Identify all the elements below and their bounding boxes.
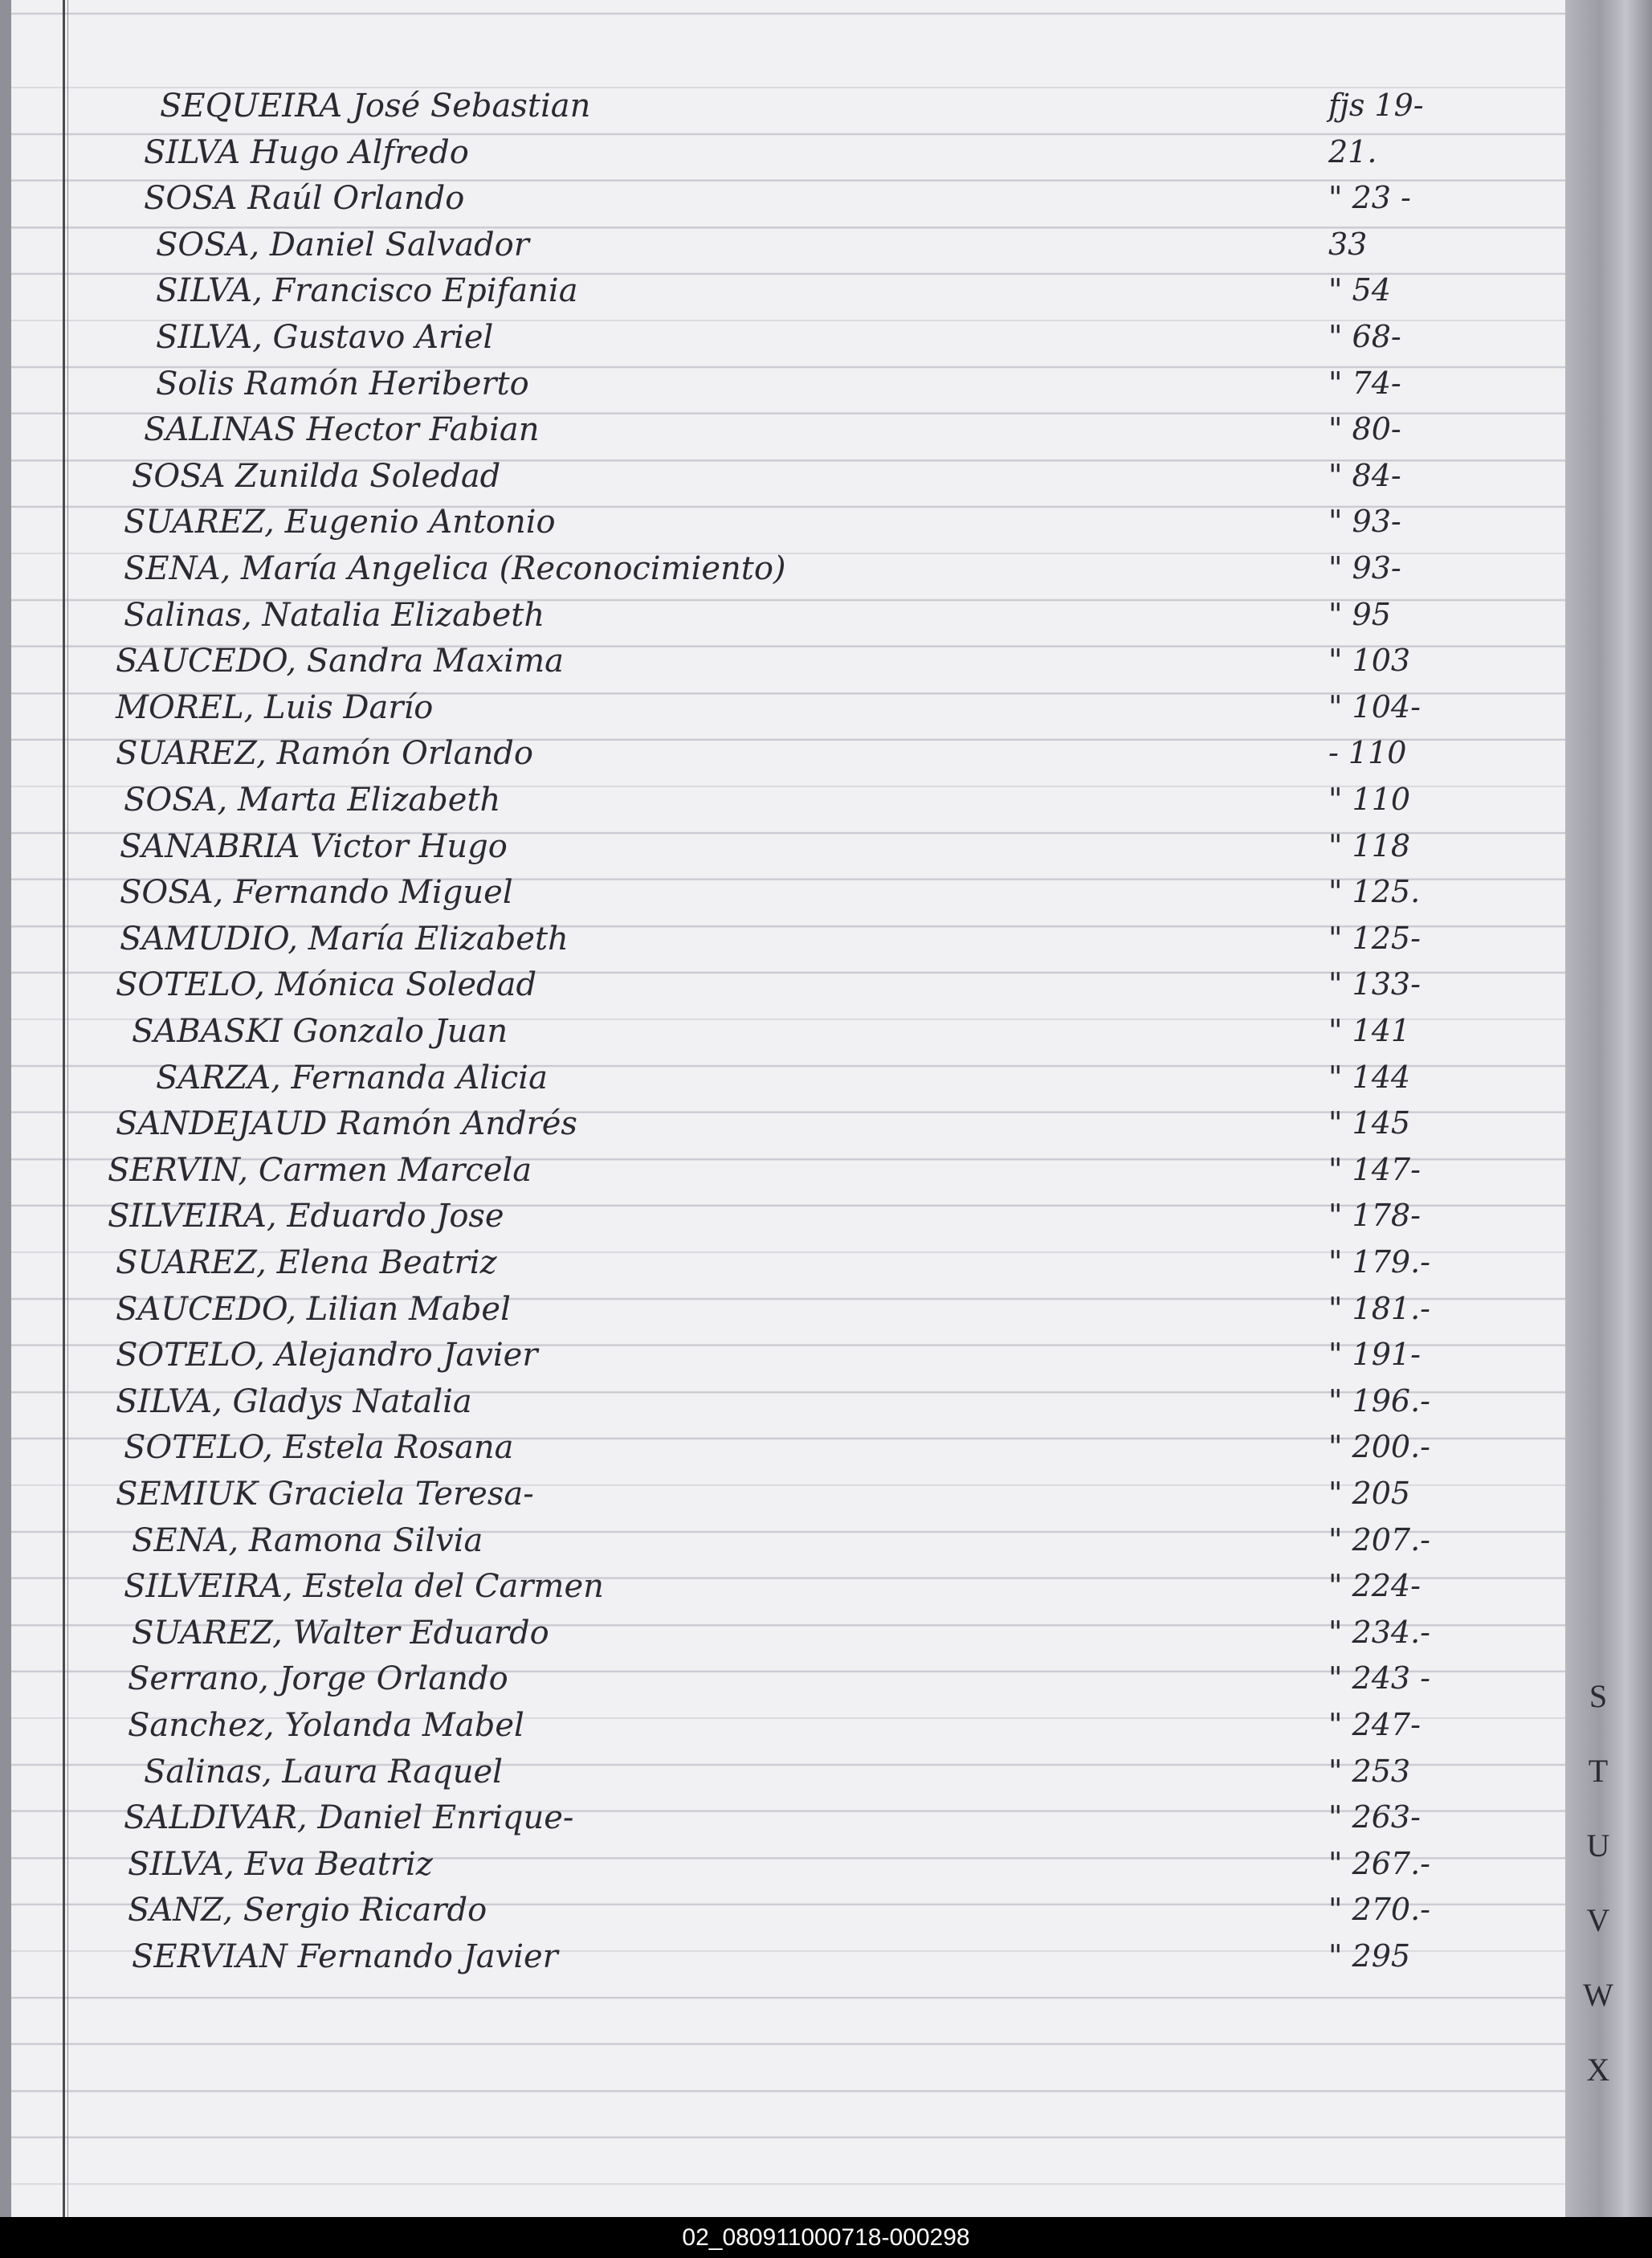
entry-folio: " 207.- [1328, 1521, 1431, 1558]
ledger-entry [11, 1472, 1565, 1517]
ledger-entry [11, 177, 1565, 222]
entry-folio: " 200.- [1328, 1429, 1431, 1465]
ledger-entry [11, 1565, 1565, 1610]
ledger-entry [11, 408, 1565, 453]
entry-name: Solis Ramón Heriberto [156, 365, 529, 402]
ledger-entry [11, 1380, 1565, 1425]
index-tab-v[interactable]: V [1586, 1902, 1610, 1938]
ledger-entry [11, 1657, 1565, 1702]
entry-name: SENA, María Angelica (Reconocimiento) [124, 550, 786, 587]
ledger-entry [11, 131, 1565, 176]
entry-name: SOSA, Marta Elizabeth [124, 782, 501, 819]
entry-folio: " 68- [1328, 319, 1401, 354]
ledger-entry [11, 1102, 1565, 1147]
entry-name: Salinas, Natalia Elizabeth [124, 596, 545, 634]
entry-name: SEQUEIRA José Sebastian [160, 88, 591, 125]
entry-name: SAUCEDO, Lilian Mabel [116, 1290, 511, 1328]
entry-name: SENA, Ramona Silvia [132, 1521, 483, 1559]
entry-name: SUAREZ, Ramón Orlando [116, 735, 533, 773]
entry-folio: " 103 [1328, 643, 1411, 679]
ledger-entry [11, 500, 1565, 545]
entry-folio: " 243 - [1328, 1660, 1431, 1697]
ledger-entry [11, 917, 1565, 962]
index-tab-s[interactable]: S [1589, 1678, 1608, 1714]
entry-name: SILVEIRA, Eduardo Jose [108, 1198, 504, 1235]
ledger-entry [11, 84, 1565, 129]
entry-folio: " 125- [1328, 920, 1421, 956]
entry-folio: " 133- [1328, 966, 1421, 1002]
entry-folio: " 270.- [1328, 1892, 1431, 1928]
ledger-entry [11, 1519, 1565, 1564]
ledger-entry [11, 871, 1565, 916]
entry-folio: " 125. [1328, 874, 1421, 910]
entry-folio: " 110 [1328, 782, 1411, 817]
entry-folio: 21. [1328, 133, 1377, 169]
entry-folio: " 147- [1328, 1151, 1421, 1187]
index-tab-t[interactable]: T [1588, 1753, 1609, 1789]
ledger-entry [11, 1935, 1565, 1980]
ledger-entry [11, 686, 1565, 731]
index-tab-w[interactable]: W [1583, 1977, 1613, 2013]
entry-name: SALDIVAR, Daniel Enrique- [124, 1799, 574, 1837]
entry-folio: " 191- [1328, 1337, 1421, 1373]
document-id-footer: 02_080911000718-000298 [0, 2217, 1652, 2258]
entry-name: SANDEJAUD Ramón Andrés [116, 1105, 577, 1143]
ledger-entry [11, 732, 1565, 777]
ledger-entry [11, 455, 1565, 500]
ledger-page [11, 0, 1565, 2217]
entry-folio: - 110 [1328, 735, 1407, 771]
ledger-entry [11, 639, 1565, 684]
ledger-entry [11, 1288, 1565, 1333]
entry-folio: " 141 [1328, 1013, 1411, 1048]
ledger-entry [11, 223, 1565, 268]
entry-name: SOSA, Fernando Miguel [120, 874, 513, 912]
alphabet-index-tabs [1570, 1659, 1626, 2107]
entry-name: SERVIN, Carmen Marcela [108, 1151, 532, 1189]
ledger-entry [11, 1241, 1565, 1286]
ledger-entry [11, 1843, 1565, 1888]
entry-name: SUAREZ, Eugenio Antonio [124, 504, 556, 541]
entry-folio: " 118 [1328, 827, 1411, 864]
entry-folio: " 144 [1328, 1059, 1411, 1095]
entry-name: SUAREZ, Walter Eduardo [132, 1614, 549, 1652]
entry-folio: " 80- [1328, 411, 1401, 447]
entry-name: SILVA, Eva Beatriz [128, 1845, 433, 1883]
entry-name: SILVA, Francisco Epifania [156, 272, 578, 310]
entry-folio: " 224- [1328, 1568, 1421, 1604]
entry-name: SANZ, Sergio Ricardo [128, 1892, 487, 1929]
entry-folio: " 145 [1328, 1105, 1411, 1141]
entry-name: SAMUDIO, María Elizabeth [120, 920, 569, 958]
entry-name: SANABRIA Victor Hugo [120, 827, 508, 865]
entry-name: Sanchez, Yolanda Mabel [128, 1707, 524, 1744]
ledger-entry [11, 1704, 1565, 1749]
entry-name: SOSA Raúl Orlando [144, 180, 465, 218]
entry-name: Salinas, Laura Raquel [144, 1753, 503, 1790]
entry-name: MOREL, Luis Darío [116, 688, 434, 726]
ledger-entry [11, 1333, 1565, 1378]
entry-folio: " 104- [1328, 688, 1421, 725]
entry-folio: " 178- [1328, 1198, 1421, 1234]
entry-name: SILVEIRA, Estela del Carmen [124, 1568, 604, 1606]
entry-name: SOSA, Daniel Salvador [156, 226, 529, 263]
entry-name: SABASKI Gonzalo Juan [132, 1013, 508, 1050]
entry-name: SUAREZ, Elena Beatriz [116, 1244, 497, 1281]
entry-folio: " 93- [1328, 504, 1401, 540]
entry-folio: " 54 [1328, 272, 1391, 308]
entry-name: SOTELO, Alejandro Javier [116, 1337, 538, 1374]
entry-name: SEMIUK Graciela Teresa- [116, 1476, 534, 1513]
entry-name: SARZA, Fernanda Alicia [156, 1059, 548, 1096]
entry-folio: " 247- [1328, 1707, 1421, 1742]
entry-folio: " 181.- [1328, 1290, 1431, 1326]
ledger-entry [11, 547, 1565, 592]
entry-folio: " 205 [1328, 1476, 1411, 1511]
ledger-entry [11, 1750, 1565, 1795]
entry-folio: " 23 - [1328, 180, 1411, 216]
entry-folio: " 84- [1328, 457, 1401, 493]
entry-folio: " 234.- [1328, 1614, 1431, 1650]
entry-folio: fjs 19- [1328, 88, 1424, 123]
entry-name: Serrano, Jorge Orlando [128, 1660, 508, 1698]
ledger-entry [11, 362, 1565, 407]
entry-name: SOTELO, Estela Rosana [124, 1429, 514, 1467]
entry-folio: " 196.- [1328, 1382, 1431, 1419]
ledger-entry [11, 1426, 1565, 1471]
ledger-entry [11, 1149, 1565, 1194]
entry-folio: " 263- [1328, 1799, 1421, 1835]
entry-folio: " 93- [1328, 550, 1401, 586]
entry-folio: " 295 [1328, 1938, 1411, 1974]
ledger-entry [11, 269, 1565, 314]
entry-folio: " 253 [1328, 1753, 1411, 1789]
ledger-entry [11, 594, 1565, 639]
ledger-entry [11, 1611, 1565, 1656]
index-tab-u[interactable]: U [1586, 1827, 1610, 1864]
ledger-entry [11, 825, 1565, 870]
entry-name: SILVA, Gustavo Ariel [156, 319, 494, 356]
index-tab-x[interactable]: X [1586, 2052, 1610, 2088]
ledger-entry [11, 1888, 1565, 1933]
ledger-entry [11, 1796, 1565, 1841]
entry-folio: " 179.- [1328, 1244, 1431, 1280]
entry-name: SOSA Zunilda Soledad [132, 457, 501, 495]
entry-name: SILVA Hugo Alfredo [144, 133, 469, 171]
ledger-entry [11, 1056, 1565, 1101]
ledger-entry [11, 316, 1565, 361]
ledger-entry [11, 778, 1565, 823]
ledger-entry [11, 1010, 1565, 1055]
entry-folio: " 267.- [1328, 1845, 1431, 1881]
entry-name: SOTELO, Mónica Soledad [116, 966, 537, 1004]
ledger-entry [11, 963, 1565, 1008]
entry-name: SALINAS Hector Fabian [144, 411, 540, 449]
entry-name: SAUCEDO, Sandra Maxima [116, 643, 564, 680]
entry-name: SILVA, Gladys Natalia [116, 1382, 472, 1420]
entry-folio: " 74- [1328, 365, 1401, 401]
entry-name: SERVIAN Fernando Javier [132, 1938, 558, 1975]
entry-folio: 33 [1328, 226, 1368, 262]
entry-folio: " 95 [1328, 596, 1391, 632]
ledger-entry [11, 1194, 1565, 1239]
